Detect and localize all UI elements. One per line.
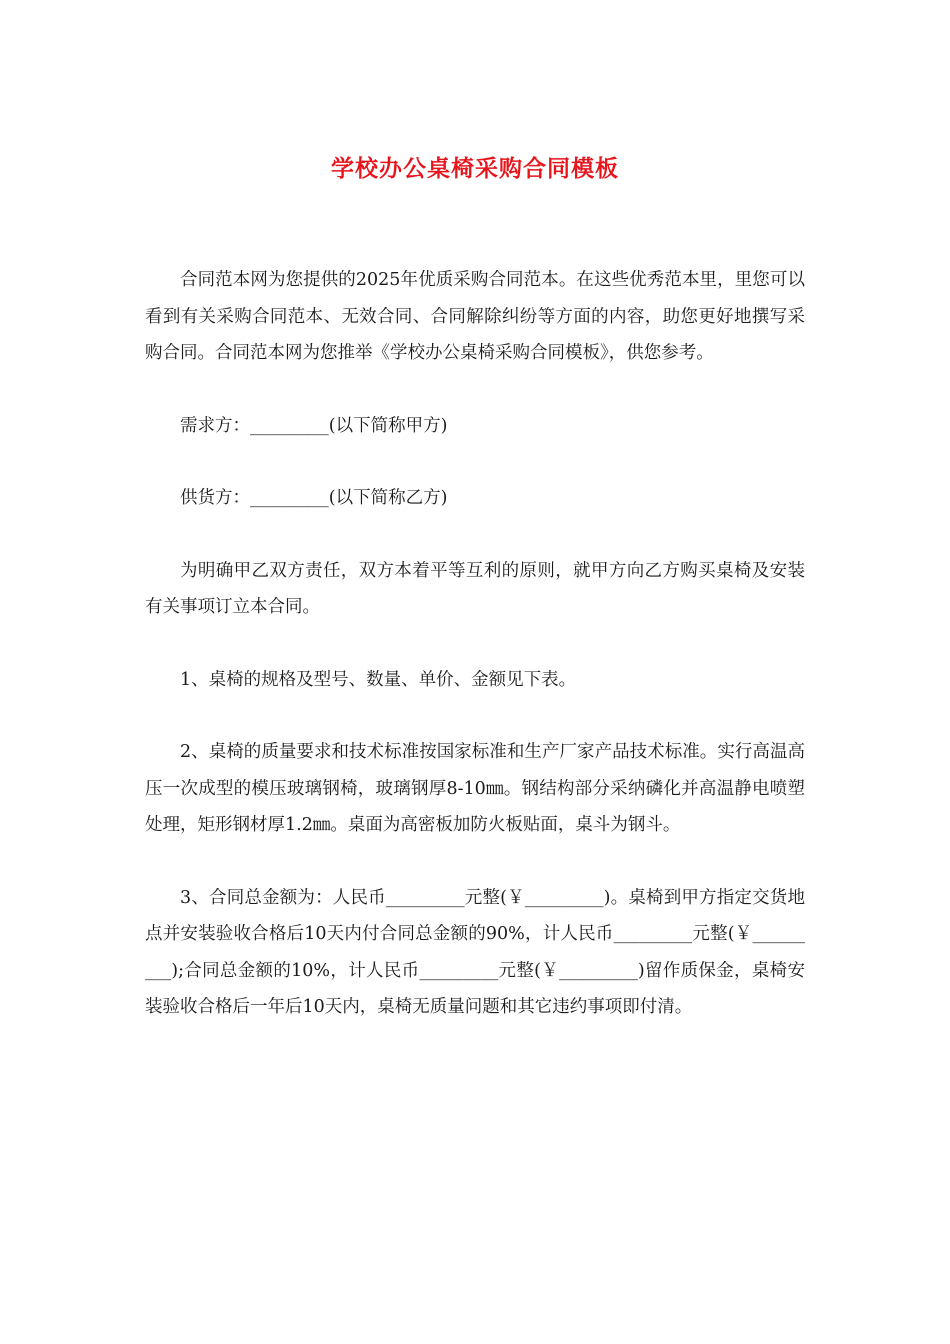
buyer-line: 需求方：_________(以下简称甲方) bbox=[180, 415, 448, 436]
supplier-line: 供货方：_________(以下简称乙方) bbox=[180, 488, 448, 508]
document-body bbox=[145, 262, 805, 1062]
intro-paragraph: 合同范本网为您提供的2025年优质采购合同范本。在这些优秀范本里，里您可以看到有关采购合同范本、无效合同、合同解除纠纷等方面的内容，助您更好地撰写采购合同。合同范本网为您推举《学校办公桌椅采购合同模板》，供您参考。 bbox=[145, 270, 805, 363]
clause-3: 3、合同总金额为：人民币_________元整(￥_________)。桌椅到甲方指定交货地点并安装验收合格后10天内付合同总金额的90%，计人民币_________元整(￥_________);合同总金额的10%，计人民币_________元整(￥_________)留作质保金，桌椅安装验收合格后一年后10天内，桌椅无质量问题和其它违约事项即付清。 bbox=[145, 887, 805, 1017]
clause-2: 2、桌椅的质量要求和技术标准按国家标准和生产厂家产品技术标准。实行高温高压一次成型的模压玻璃钢椅，玻璃钢厚8-10㎜。钢结构部分采纳磷化并高温静电喷塑处理，矩形钢材厚1.2㎜。桌面为高密板加防火板贴面，桌斗为钢斗。 bbox=[145, 742, 805, 835]
document-title: 学校办公桌椅采购合同模板 bbox=[331, 155, 619, 182]
purpose-paragraph: 为明确甲乙双方责任，双方本着平等互利的原则，就甲方向乙方购买桌椅及安装有关事项订立本合同。 bbox=[145, 560, 805, 617]
clause-1: 1、桌椅的规格及型号、数量、单价、金额见下表。 bbox=[180, 669, 577, 690]
